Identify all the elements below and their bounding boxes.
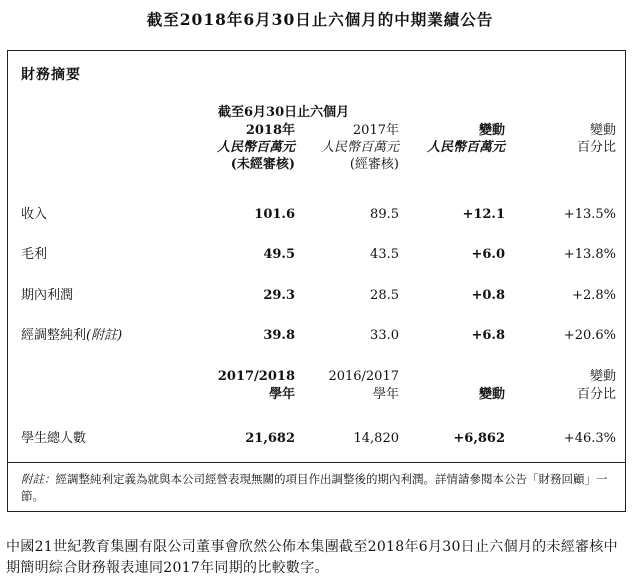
row-label-revenue: 收入 (21, 207, 48, 222)
col-pct-label: 變動 (589, 123, 616, 138)
col-2017-audit: (經審核) (349, 157, 399, 172)
page-title: 截至2018年6月30日止六個月的中期業績公告 (146, 10, 494, 29)
students-col1-sub: 學年 (268, 387, 295, 402)
row-adjusted-net-profit-2017: 33.0 (370, 328, 399, 343)
col-2017-unit: 人民幣百萬元 (320, 140, 399, 155)
students-col-change: 變動 (478, 387, 505, 402)
row-revenue-2017: 89.5 (370, 207, 399, 222)
col-2017-year: 2017年 (352, 123, 399, 138)
period-header: 截至6月30日止六個月 (218, 105, 350, 120)
row-revenue-change: +12.1 (462, 207, 505, 222)
row-total-students-v2: 14,820 (353, 431, 399, 446)
row-period-profit-pct: +2.8% (572, 288, 616, 303)
col-2018-year: 2018年 (245, 123, 295, 138)
row-revenue-pct: +13.5% (563, 207, 616, 222)
col-change-label: 變動 (478, 123, 505, 138)
students-col-pct-label: 變動 (589, 369, 616, 384)
footnote-label: 附註： (21, 472, 56, 486)
row-total-students-change: +6,862 (453, 431, 505, 446)
financial-summary-box (7, 50, 626, 512)
row-gross-profit-2017: 43.5 (370, 247, 399, 262)
row-period-profit-2017: 28.5 (370, 288, 399, 303)
students-col2-year: 2016/2017 (328, 369, 399, 384)
box-title: 財務摘要 (21, 67, 81, 83)
row-adjusted-net-profit-pct: +20.6% (563, 328, 616, 343)
row-total-students-pct: +46.3% (563, 431, 616, 446)
col-pct-unit: 百分比 (576, 140, 616, 155)
students-col-pct-unit: 百分比 (576, 387, 616, 402)
footnote (21, 471, 617, 505)
col-2018-audit: (未經審核) (230, 157, 295, 172)
row-gross-profit-pct: +13.8% (563, 247, 616, 262)
row-label-adjusted-net-profit-text: 經調整純利 (21, 328, 87, 343)
row-adjusted-net-profit-change: +6.8 (471, 328, 505, 343)
divider (8, 462, 625, 463)
row-adjusted-net-profit-2018: 39.8 (263, 328, 295, 343)
col-2018-unit: 人民幣百萬元 (216, 140, 295, 155)
row-gross-profit-2018: 49.5 (263, 247, 295, 262)
row-label-adjusted-net-profit (21, 328, 122, 344)
row-label-period-profit: 期內利潤 (21, 288, 74, 303)
row-period-profit-change: +0.8 (471, 288, 505, 303)
row-label-note-ref: (附註) (86, 328, 123, 343)
footnote-text: 經調整純利定義為就與本公司經營表現無關的項目作出調整後的期內利潤。詳情請參閱本公告「財務回顧」一節。 (21, 472, 608, 503)
students-col1-year: 2017/2018 (217, 369, 295, 384)
students-col2-sub: 學年 (372, 387, 399, 402)
row-period-profit-2018: 29.3 (263, 288, 295, 303)
announcement-paragraph: 中國21世紀教育集團有限公司董事會欣然公佈本集團截至2018年6月30日止六個月的未經審核中期簡明綜合財務報表連同2017年同期的比較數字。 (6, 539, 618, 576)
col-change-unit: 人民幣百萬元 (426, 140, 505, 155)
row-total-students-v1: 21,682 (245, 431, 295, 446)
row-label-gross-profit: 毛利 (21, 247, 48, 262)
row-gross-profit-change: +6.0 (471, 247, 505, 262)
row-label-total-students: 學生總人數 (21, 431, 87, 446)
row-revenue-2018: 101.6 (254, 207, 295, 222)
